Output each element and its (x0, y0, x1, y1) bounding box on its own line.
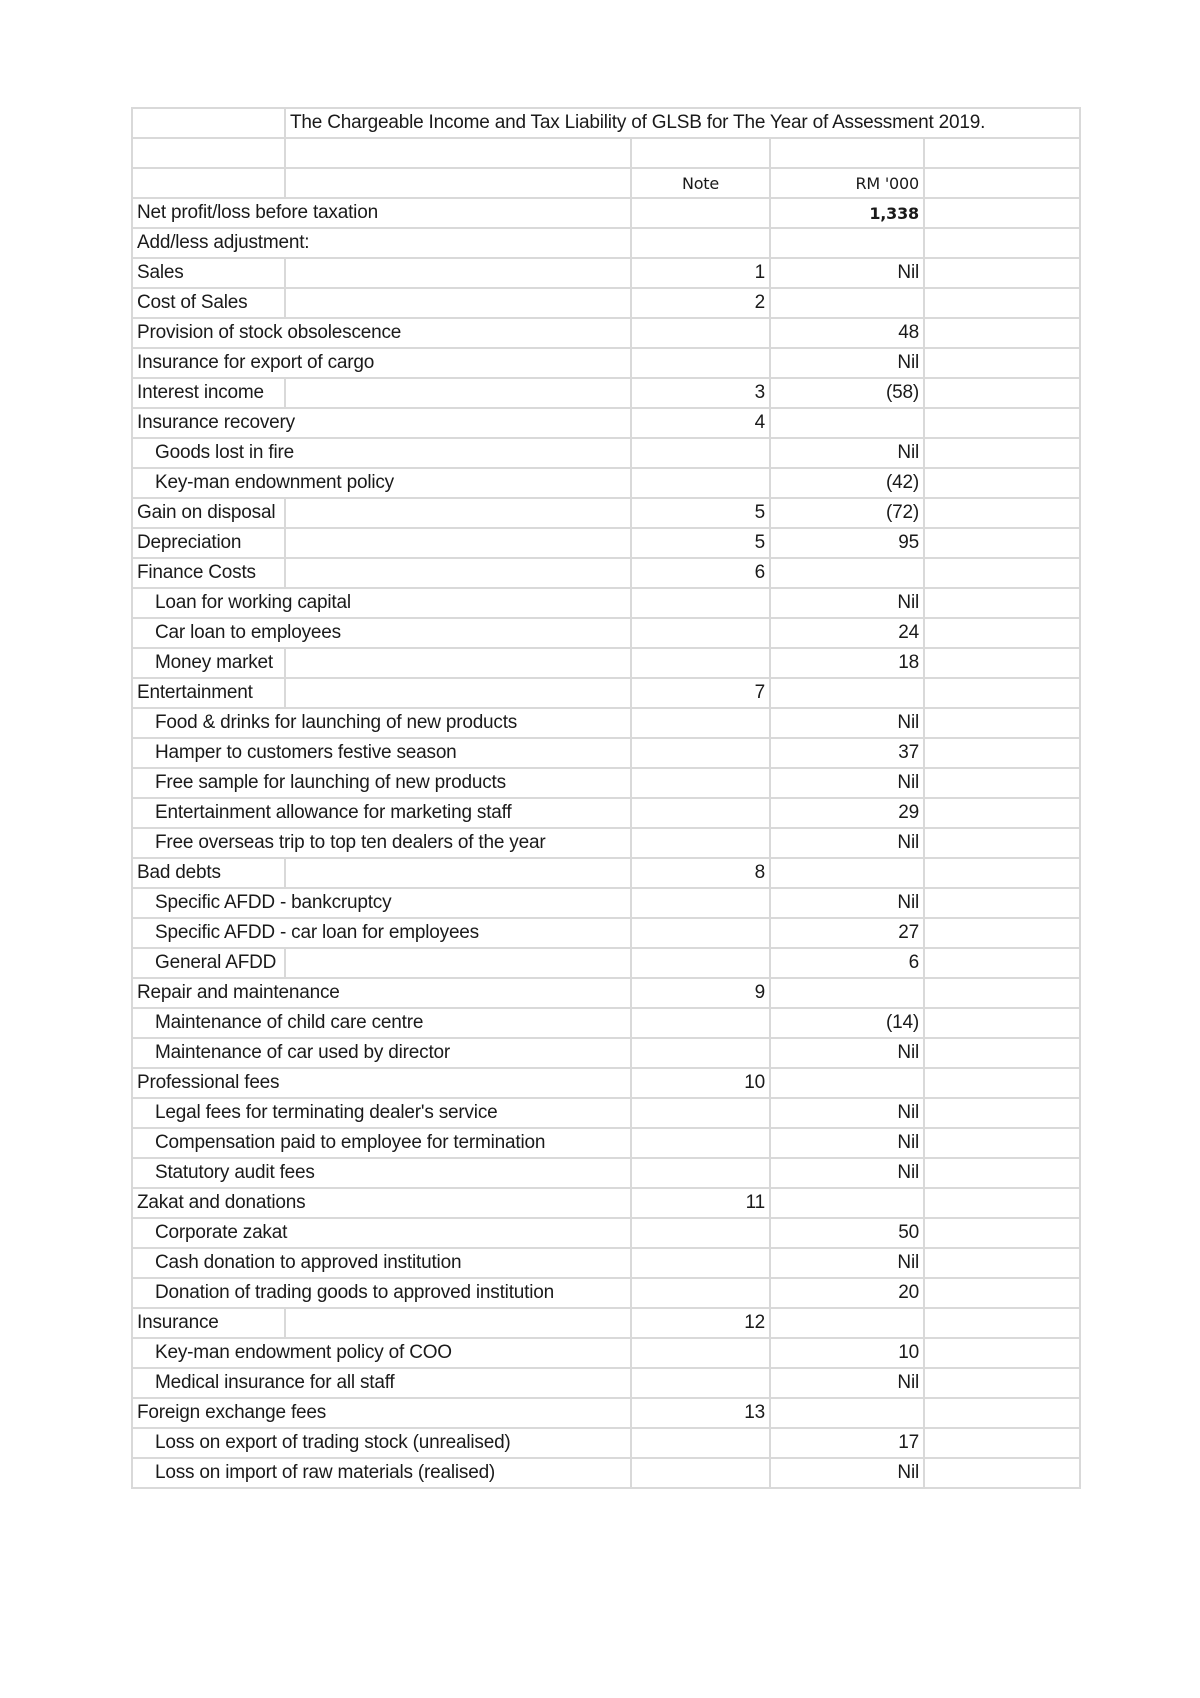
row-label[interactable]: Maintenance of car used by director (132, 1038, 631, 1068)
table-row (132, 258, 1080, 288)
row-amount[interactable]: Nil (770, 1458, 924, 1488)
row-amount[interactable] (770, 678, 924, 708)
row-label[interactable]: Specific AFDD - car loan for employees (132, 918, 631, 948)
row-amount[interactable]: Nil (770, 828, 924, 858)
row-amount[interactable]: (14) (770, 1008, 924, 1038)
cell[interactable] (770, 138, 924, 168)
row-note[interactable] (631, 1428, 770, 1458)
cell[interactable] (285, 378, 631, 408)
row-amount[interactable]: 29 (770, 798, 924, 828)
row-amount[interactable]: Nil (770, 1158, 924, 1188)
cell[interactable] (924, 258, 1080, 288)
cell[interactable] (924, 408, 1080, 438)
row-note[interactable] (631, 1458, 770, 1488)
row-amount[interactable] (770, 558, 924, 588)
row-label[interactable]: Depreciation (132, 528, 285, 558)
row-amount[interactable] (770, 858, 924, 888)
row-amount[interactable]: Nil (770, 1248, 924, 1278)
row-note[interactable] (631, 708, 770, 738)
row-label[interactable]: Loss on import of raw materials (realised) (132, 1458, 631, 1488)
row-amount[interactable]: 48 (770, 318, 924, 348)
cell[interactable] (132, 108, 285, 138)
row-note[interactable] (631, 738, 770, 768)
table-row (132, 318, 1080, 348)
cell[interactable] (924, 198, 1080, 228)
row-note[interactable]: 1 (631, 258, 770, 288)
cell[interactable] (924, 1398, 1080, 1428)
table-row (132, 1428, 1080, 1458)
cell[interactable] (924, 1428, 1080, 1458)
cell[interactable] (924, 1008, 1080, 1038)
row-note[interactable]: 11 (631, 1188, 770, 1218)
table-row (132, 468, 1080, 498)
row-note[interactable]: 4 (631, 408, 770, 438)
row-amount[interactable]: Nil (770, 1128, 924, 1158)
cell[interactable] (924, 918, 1080, 948)
row-amount[interactable]: Nil (770, 588, 924, 618)
row-label[interactable]: Goods lost in fire (132, 438, 631, 468)
cell[interactable] (924, 618, 1080, 648)
cell[interactable] (924, 1158, 1080, 1188)
blank-row (132, 138, 1080, 168)
cell[interactable] (924, 498, 1080, 528)
row-label[interactable]: Repair and maintenance (132, 978, 631, 1008)
row-label[interactable]: Compensation paid to employee for termination (132, 1128, 631, 1158)
cell[interactable] (132, 138, 285, 168)
table-row (132, 1188, 1080, 1218)
table-row (132, 768, 1080, 798)
cell[interactable] (924, 318, 1080, 348)
row-label[interactable]: Foreign exchange fees (132, 1398, 631, 1428)
title-row (132, 108, 1080, 138)
header-row (132, 168, 1080, 198)
table-row (132, 888, 1080, 918)
cell[interactable] (924, 348, 1080, 378)
row-amount[interactable]: 17 (770, 1428, 924, 1458)
table-row (132, 648, 1080, 678)
table-row (132, 708, 1080, 738)
row-label[interactable]: Interest income (132, 378, 285, 408)
row-note[interactable] (631, 1008, 770, 1038)
row-label[interactable]: Sales (132, 258, 285, 288)
row-label[interactable]: Insurance (132, 1308, 285, 1338)
cell[interactable] (285, 168, 631, 198)
row-label[interactable]: Maintenance of child care centre (132, 1008, 631, 1038)
cell[interactable] (285, 138, 631, 168)
row-note[interactable]: 8 (631, 858, 770, 888)
row-amount[interactable]: Nil (770, 438, 924, 468)
net-profit-amount[interactable]: 1,338 (770, 198, 924, 228)
row-label[interactable]: Money market (132, 648, 285, 678)
row-label[interactable]: Gain on disposal (132, 498, 285, 528)
row-note[interactable] (631, 618, 770, 648)
row-note[interactable] (631, 948, 770, 978)
cell[interactable] (285, 258, 631, 288)
row-note[interactable] (631, 1338, 770, 1368)
row-label[interactable]: Key-man endownment policy (132, 468, 631, 498)
row-label[interactable]: Medical insurance for all staff (132, 1368, 631, 1398)
row-amount[interactable] (770, 1398, 924, 1428)
cell[interactable] (924, 1278, 1080, 1308)
row-note[interactable] (631, 918, 770, 948)
table-row (132, 978, 1080, 1008)
table-row (132, 1098, 1080, 1128)
row-label[interactable]: Cost of Sales (132, 288, 285, 318)
adjustment-heading-row (132, 228, 1080, 258)
table-row (132, 378, 1080, 408)
row-note[interactable] (631, 588, 770, 618)
table-row (132, 1458, 1080, 1488)
row-label[interactable]: Provision of stock obsolescence (132, 318, 631, 348)
row-amount[interactable]: 20 (770, 1278, 924, 1308)
row-note[interactable] (631, 1098, 770, 1128)
row-note[interactable] (631, 438, 770, 468)
row-note[interactable] (631, 648, 770, 678)
cell[interactable] (924, 888, 1080, 918)
row-label[interactable]: Loan for working capital (132, 588, 631, 618)
row-amount[interactable]: 37 (770, 738, 924, 768)
note-column-header[interactable]: Note (631, 168, 770, 198)
cell[interactable] (631, 228, 770, 258)
cell[interactable] (924, 438, 1080, 468)
cell[interactable] (285, 1308, 631, 1338)
cell[interactable] (924, 1308, 1080, 1338)
cell[interactable] (924, 828, 1080, 858)
cell[interactable] (924, 588, 1080, 618)
cell[interactable] (924, 138, 1080, 168)
row-note[interactable]: 7 (631, 678, 770, 708)
table-row (132, 738, 1080, 768)
row-note[interactable]: 3 (631, 378, 770, 408)
cell[interactable] (924, 1068, 1080, 1098)
row-amount[interactable]: (58) (770, 378, 924, 408)
row-amount[interactable] (770, 1188, 924, 1218)
cell[interactable] (924, 528, 1080, 558)
row-amount[interactable] (770, 978, 924, 1008)
cell[interactable] (924, 768, 1080, 798)
cell[interactable] (924, 1218, 1080, 1248)
row-note[interactable]: 9 (631, 978, 770, 1008)
cell[interactable] (924, 708, 1080, 738)
cell[interactable] (924, 168, 1080, 198)
cell[interactable] (924, 378, 1080, 408)
row-label[interactable]: Legal fees for terminating dealer's service (132, 1098, 631, 1128)
table-row (132, 918, 1080, 948)
cell[interactable] (924, 948, 1080, 978)
cell[interactable] (924, 558, 1080, 588)
row-label[interactable]: Entertainment (132, 678, 285, 708)
row-amount[interactable]: 10 (770, 1338, 924, 1368)
row-amount[interactable]: Nil (770, 1368, 924, 1398)
row-note[interactable]: 6 (631, 558, 770, 588)
row-label[interactable]: Statutory audit fees (132, 1158, 631, 1188)
cell[interactable] (132, 168, 285, 198)
row-label[interactable]: Entertainment allowance for marketing staff (132, 798, 631, 828)
table-row (132, 588, 1080, 618)
row-note[interactable]: 5 (631, 498, 770, 528)
row-amount[interactable]: Nil (770, 258, 924, 288)
row-note[interactable] (631, 828, 770, 858)
table-row (132, 1308, 1080, 1338)
row-note[interactable] (631, 1158, 770, 1188)
table-row (132, 558, 1080, 588)
table-row (132, 798, 1080, 828)
row-label[interactable]: Loss on export of trading stock (unrealised) (132, 1428, 631, 1458)
row-amount[interactable]: (72) (770, 498, 924, 528)
row-amount[interactable] (770, 1308, 924, 1338)
row-note[interactable]: 5 (631, 528, 770, 558)
row-label[interactable]: Free sample for launching of new products (132, 768, 631, 798)
row-amount[interactable] (770, 1068, 924, 1098)
cell[interactable] (924, 1338, 1080, 1368)
cell[interactable] (285, 498, 631, 528)
table-row (132, 618, 1080, 648)
row-label[interactable]: Corporate zakat (132, 1218, 631, 1248)
row-amount[interactable]: 95 (770, 528, 924, 558)
row-amount[interactable]: Nil (770, 768, 924, 798)
cell[interactable] (924, 858, 1080, 888)
table-row (132, 408, 1080, 438)
table-row (132, 498, 1080, 528)
table-row (132, 348, 1080, 378)
row-note[interactable] (631, 318, 770, 348)
row-amount[interactable]: Nil (770, 888, 924, 918)
row-note[interactable] (631, 1248, 770, 1278)
row-label[interactable]: Free overseas trip to top ten dealers of the year (132, 828, 631, 858)
row-note[interactable] (631, 1368, 770, 1398)
cell[interactable] (285, 648, 631, 678)
cell[interactable] (924, 1128, 1080, 1158)
table-row (132, 1068, 1080, 1098)
row-note[interactable] (631, 1278, 770, 1308)
row-note[interactable]: 12 (631, 1308, 770, 1338)
cell[interactable] (924, 738, 1080, 768)
row-amount[interactable] (770, 408, 924, 438)
table-row (132, 1128, 1080, 1158)
cell[interactable] (631, 198, 770, 228)
row-label[interactable]: General AFDD (132, 948, 285, 978)
row-amount[interactable]: Nil (770, 1098, 924, 1128)
cell[interactable] (285, 528, 631, 558)
cell[interactable] (924, 1098, 1080, 1128)
table-row (132, 678, 1080, 708)
row-note[interactable] (631, 888, 770, 918)
row-label[interactable]: Professional fees (132, 1068, 631, 1098)
table-row (132, 858, 1080, 888)
cell[interactable] (924, 288, 1080, 318)
row-label[interactable]: Car loan to employees (132, 618, 631, 648)
row-note[interactable] (631, 348, 770, 378)
table-row (132, 1278, 1080, 1308)
net-profit-label[interactable]: Net profit/loss before taxation (132, 198, 631, 228)
cell[interactable] (631, 138, 770, 168)
cell[interactable] (924, 678, 1080, 708)
tax-computation-table (131, 107, 1081, 1489)
row-label[interactable]: Insurance recovery (132, 408, 631, 438)
row-note[interactable] (631, 798, 770, 828)
table-title[interactable]: The Chargeable Income and Tax Liability of GLSB for The Year of Assessment 2019. (285, 108, 1080, 138)
row-note[interactable]: 10 (631, 1068, 770, 1098)
cell[interactable] (924, 648, 1080, 678)
table-row (132, 1008, 1080, 1038)
row-note[interactable] (631, 1218, 770, 1248)
row-note[interactable] (631, 1038, 770, 1068)
table-row (132, 1368, 1080, 1398)
table-row (132, 438, 1080, 468)
row-amount[interactable]: 18 (770, 648, 924, 678)
cell[interactable] (924, 468, 1080, 498)
cell[interactable] (924, 1248, 1080, 1278)
row-amount[interactable]: Nil (770, 348, 924, 378)
table-row (132, 1398, 1080, 1428)
row-label[interactable]: Food & drinks for launching of new products (132, 708, 631, 738)
row-amount[interactable]: Nil (770, 708, 924, 738)
row-amount[interactable]: 27 (770, 918, 924, 948)
table-row (132, 1158, 1080, 1188)
cell[interactable] (924, 1188, 1080, 1218)
row-label[interactable]: Key-man endowment policy of COO (132, 1338, 631, 1368)
cell[interactable] (924, 228, 1080, 258)
table-row (132, 1218, 1080, 1248)
cell[interactable] (924, 798, 1080, 828)
row-amount[interactable]: 6 (770, 948, 924, 978)
row-label[interactable]: Insurance for export of cargo (132, 348, 631, 378)
row-label[interactable]: Finance Costs (132, 558, 285, 588)
adjustment-heading[interactable]: Add/less adjustment: (132, 228, 631, 258)
row-label[interactable]: Bad debts (132, 858, 285, 888)
row-note[interactable]: 13 (631, 1398, 770, 1428)
cell[interactable] (770, 228, 924, 258)
net-profit-row (132, 198, 1080, 228)
row-amount[interactable]: 24 (770, 618, 924, 648)
cell[interactable] (924, 1458, 1080, 1488)
cell[interactable] (285, 678, 631, 708)
row-label[interactable]: Donation of trading goods to approved institution (132, 1278, 631, 1308)
table-row (132, 1038, 1080, 1068)
row-note[interactable] (631, 1128, 770, 1158)
row-amount[interactable] (770, 288, 924, 318)
cell[interactable] (924, 1038, 1080, 1068)
row-amount[interactable]: Nil (770, 1038, 924, 1068)
table-row (132, 828, 1080, 858)
row-note[interactable]: 2 (631, 288, 770, 318)
table-row (132, 528, 1080, 558)
table-row (132, 1248, 1080, 1278)
row-label[interactable]: Cash donation to approved institution (132, 1248, 631, 1278)
cell[interactable] (285, 858, 631, 888)
cell[interactable] (924, 978, 1080, 1008)
row-note[interactable] (631, 468, 770, 498)
table-row (132, 288, 1080, 318)
cell[interactable] (924, 1368, 1080, 1398)
row-amount[interactable]: (42) (770, 468, 924, 498)
cell[interactable] (285, 558, 631, 588)
row-label[interactable]: Specific AFDD - bankcruptcy (132, 888, 631, 918)
table-row (132, 1338, 1080, 1368)
table-row (132, 948, 1080, 978)
row-amount[interactable]: 50 (770, 1218, 924, 1248)
amount-column-header[interactable]: RM '000 (770, 168, 924, 198)
row-note[interactable] (631, 768, 770, 798)
cell[interactable] (285, 948, 631, 978)
cell[interactable] (285, 288, 631, 318)
row-label[interactable]: Zakat and donations (132, 1188, 631, 1218)
row-label[interactable]: Hamper to customers festive season (132, 738, 631, 768)
